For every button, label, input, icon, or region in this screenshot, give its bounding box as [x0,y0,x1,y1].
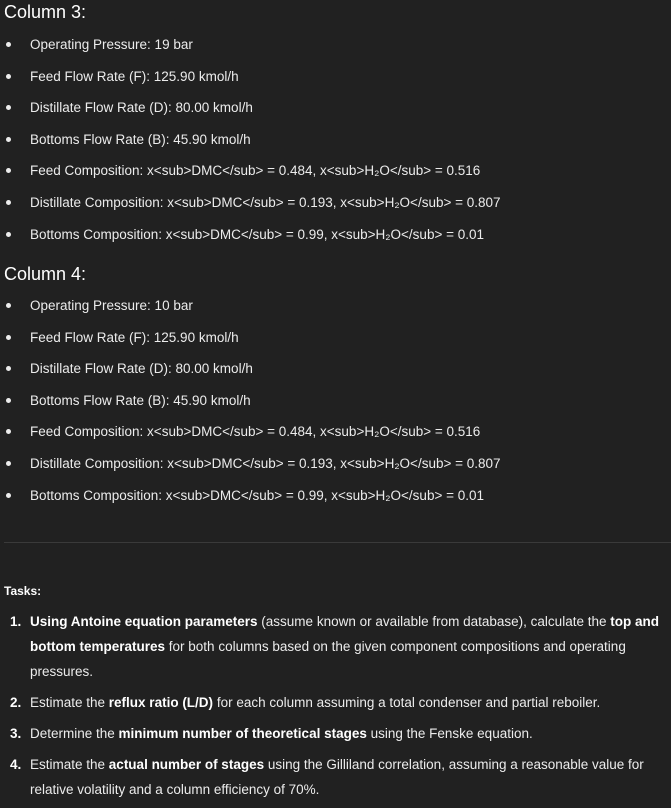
bullet-icon [6,303,11,308]
task-number: 1. [10,614,22,629]
task-item: 1. Using Antoine equation parameters (assume known or available from database), calculate the top and bottom temperatures for both columns based on the given component compositions and operating pressures. [0,609,671,684]
bullet-icon [6,137,11,142]
column-3-spec-list [0,29,671,250]
list-item: Operating Pressure: 19 bar [0,29,671,61]
task-list [0,609,671,808]
bullet-icon [6,493,11,498]
task-item: 4. Estimate the actual number of stages using the Gilliland correlation, assuming a reasonable value for relative volatility and a column efficiency of 70%. [0,752,671,802]
task-number: 3. [10,726,22,741]
list-item: Feed Composition: x<sub>DMC</sub> = 0.484, x<sub>H₂O</sub> = 0.516 [0,416,671,448]
list-item: Distillate Composition: x<sub>DMC</sub> = 0.193, x<sub>H₂O</sub> = 0.807 [0,448,671,480]
bullet-icon [6,398,11,403]
tasks-heading: Tasks: [4,584,42,598]
column-4-heading: Column 4: [4,264,87,284]
bullet-icon [6,42,11,47]
bullet-icon [6,429,11,434]
list-item: Bottoms Flow Rate (B): 45.90 kmol/h [0,385,671,417]
task-item: 2. Estimate the reflux ratio (L/D) for each column assuming a total condenser and partial reboiler. [0,690,671,715]
bullet-icon [6,168,11,173]
list-item: Bottoms Flow Rate (B): 45.90 kmol/h [0,124,671,156]
list-item: Feed Flow Rate (F): 125.90 kmol/h [0,61,671,93]
list-item: Bottoms Composition: x<sub>DMC</sub> = 0.99, x<sub>H₂O</sub> = 0.01 [0,219,671,251]
section-divider [4,542,671,543]
list-item: Operating Pressure: 10 bar [0,290,671,322]
bullet-icon [6,200,11,205]
column-3-heading: Column 3: [4,2,87,22]
list-item: Distillate Flow Rate (D): 80.00 kmol/h [0,92,671,124]
task-item: 3. Determine the minimum number of theoretical stages using the Fenske equation. [0,721,671,746]
list-item: Feed Composition: x<sub>DMC</sub> = 0.484, x<sub>H₂O</sub> = 0.516 [0,155,671,187]
list-item: Distillate Composition: x<sub>DMC</sub> = 0.193, x<sub>H₂O</sub> = 0.807 [0,187,671,219]
bullet-icon [6,74,11,79]
list-item: Bottoms Composition: x<sub>DMC</sub> = 0.99, x<sub>H₂O</sub> = 0.01 [0,480,671,512]
bullet-icon [6,461,11,466]
bullet-icon [6,335,11,340]
bullet-icon [6,232,11,237]
bullet-icon [6,105,11,110]
task-number: 4. [10,757,22,772]
list-item: Feed Flow Rate (F): 125.90 kmol/h [0,322,671,354]
list-item: Distillate Flow Rate (D): 80.00 kmol/h [0,353,671,385]
column-4-spec-list [0,290,671,511]
task-number: 2. [10,695,22,710]
bullet-icon [6,366,11,371]
